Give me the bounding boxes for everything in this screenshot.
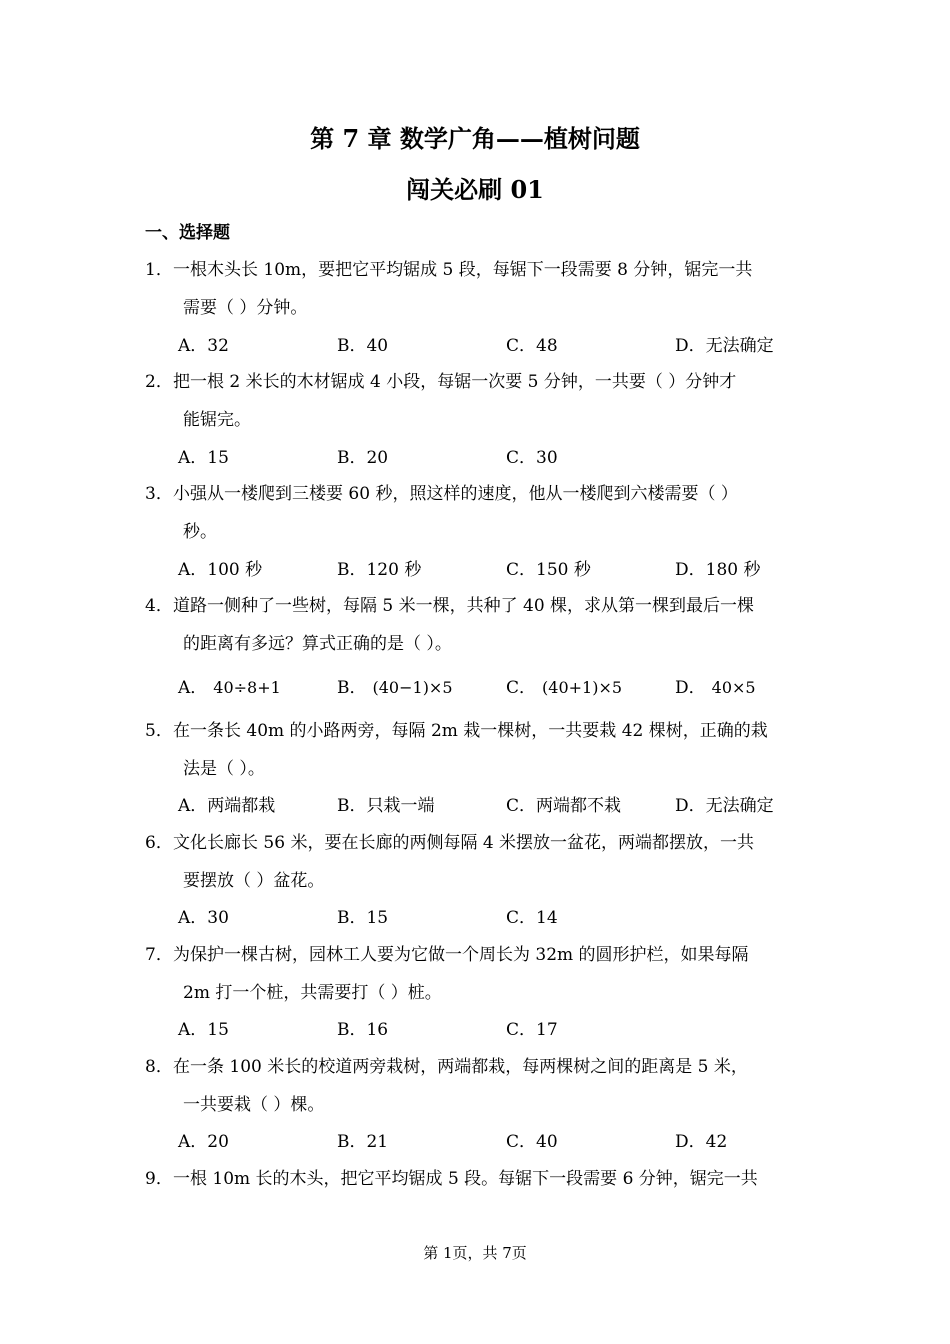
- option-a: A．30: [178, 908, 229, 928]
- option-a: A．15: [178, 448, 229, 468]
- question-5: [145, 719, 768, 743]
- question-8: [145, 1055, 748, 1079]
- option-d: D．42: [675, 1132, 728, 1152]
- question-6: [145, 831, 754, 855]
- math-expression: 40÷8+1: [213, 678, 281, 697]
- option-c: C．40: [506, 1132, 558, 1152]
- question-number: 2．: [145, 372, 173, 392]
- question-number: 1．: [145, 260, 173, 280]
- option-b: B．20: [337, 448, 389, 468]
- option-letter: A．: [178, 678, 208, 698]
- option-b: B．21: [337, 1132, 389, 1152]
- math-expression: (40−1)×5: [372, 678, 453, 697]
- question-text: 为保护一棵古树，园林工人要为它做一个周长为 32m 的圆形护栏，如果每隔: [173, 945, 749, 965]
- question-4: [145, 594, 754, 618]
- question-9: [145, 1167, 758, 1191]
- question-number: 7．: [145, 945, 173, 965]
- question-number: 5．: [145, 721, 173, 741]
- question-1-continuation: 需要（ ）分钟。: [183, 298, 308, 318]
- question-2-continuation: 能锯完。: [183, 410, 251, 430]
- option-b: B．40: [337, 336, 389, 356]
- option-a: A．32: [178, 336, 229, 356]
- question-7: [145, 943, 749, 967]
- math-expression: 40×5: [711, 678, 756, 697]
- option-c: C．17: [506, 1020, 558, 1040]
- option-c: C．48: [506, 336, 558, 356]
- option-b: B．16: [337, 1020, 389, 1040]
- option-a: A．20: [178, 1132, 229, 1152]
- option-a: [178, 676, 281, 700]
- question-4-continuation: 的距离有多远？算式正确的是（ ）。: [183, 634, 452, 654]
- option-b: B．15: [337, 908, 389, 928]
- option-d: D．180 秒: [675, 560, 761, 580]
- math-expression: (40+1)×5: [542, 678, 623, 697]
- question-text: 一根 10m 长的木头，把它平均锯成 5 段。每锯下一段需要 6 分钟，锯完一共: [173, 1169, 758, 1189]
- option-a: A．100 秒: [178, 560, 263, 580]
- option-letter: D．: [675, 678, 706, 698]
- question-3-continuation: 秒。: [183, 522, 217, 542]
- page-title: 第 7 章 数学广角——植树问题: [310, 124, 640, 153]
- question-text: 小强从一楼爬到三楼要 60 秒，照这样的速度，他从一楼爬到六楼需要（ ）: [173, 484, 738, 504]
- option-d: [675, 676, 756, 700]
- question-text: 把一根 2 米长的木材锯成 4 小段，每锯一次要 5 分钟，一共要（ ）分钟才: [173, 372, 737, 392]
- question-number: 4．: [145, 596, 173, 616]
- option-a: A．两端都栽: [178, 796, 276, 816]
- option-a: A．15: [178, 1020, 229, 1040]
- question-number: 3．: [145, 484, 173, 504]
- question-5-continuation: 法是（ ）。: [183, 759, 265, 779]
- question-number: 9．: [145, 1169, 173, 1189]
- question-3: [145, 482, 738, 506]
- question-text: 文化长廊长 56 米，要在长廊的两侧每隔 4 米摆放一盆花，两端都摆放，一共: [173, 833, 755, 853]
- section-heading: 一、选择题: [145, 223, 230, 243]
- option-c: [506, 676, 622, 700]
- question-text: 道路一侧种了一些树，每隔 5 米一棵，共种了 40 棵，求从第一棵到最后一棵: [173, 596, 755, 616]
- option-c: C．14: [506, 908, 558, 928]
- option-c: C．150 秒: [506, 560, 591, 580]
- page-subtitle: 闯关必刷 01: [406, 175, 544, 204]
- option-b: [337, 676, 453, 700]
- question-text: 在一条长 40m 的小路两旁，每隔 2m 栽一棵树，一共要栽 42 棵树，正确的栽: [173, 721, 768, 741]
- option-d: D．无法确定: [675, 796, 774, 816]
- page-footer: 第 1页，共 7页: [423, 1244, 527, 1262]
- option-c: C．30: [506, 448, 558, 468]
- option-letter: B．: [337, 678, 367, 698]
- question-number: 8．: [145, 1057, 173, 1077]
- question-8-continuation: 一共要栽（ ）棵。: [183, 1095, 325, 1115]
- option-c: C．两端都不栽: [506, 796, 622, 816]
- question-number: 6．: [145, 833, 173, 853]
- question-7-continuation: 2m 打一个桩，共需要打（ ）桩。: [183, 983, 442, 1003]
- option-d: D．无法确定: [675, 336, 774, 356]
- question-text: 在一条 100 米长的校道两旁栽树，两端都栽，每两棵树之间的距离是 5 米，: [173, 1057, 748, 1077]
- question-6-continuation: 要摆放（ ）盆花。: [183, 871, 325, 891]
- option-letter: C．: [506, 678, 537, 698]
- option-b: B．120 秒: [337, 560, 422, 580]
- question-text: 一根木头长 10m，要把它平均锯成 5 段，每锯下一段需要 8 分钟，锯完一共: [173, 260, 753, 280]
- question-2: [145, 370, 736, 394]
- question-1: [145, 258, 752, 282]
- option-b: B．只栽一端: [337, 796, 435, 816]
